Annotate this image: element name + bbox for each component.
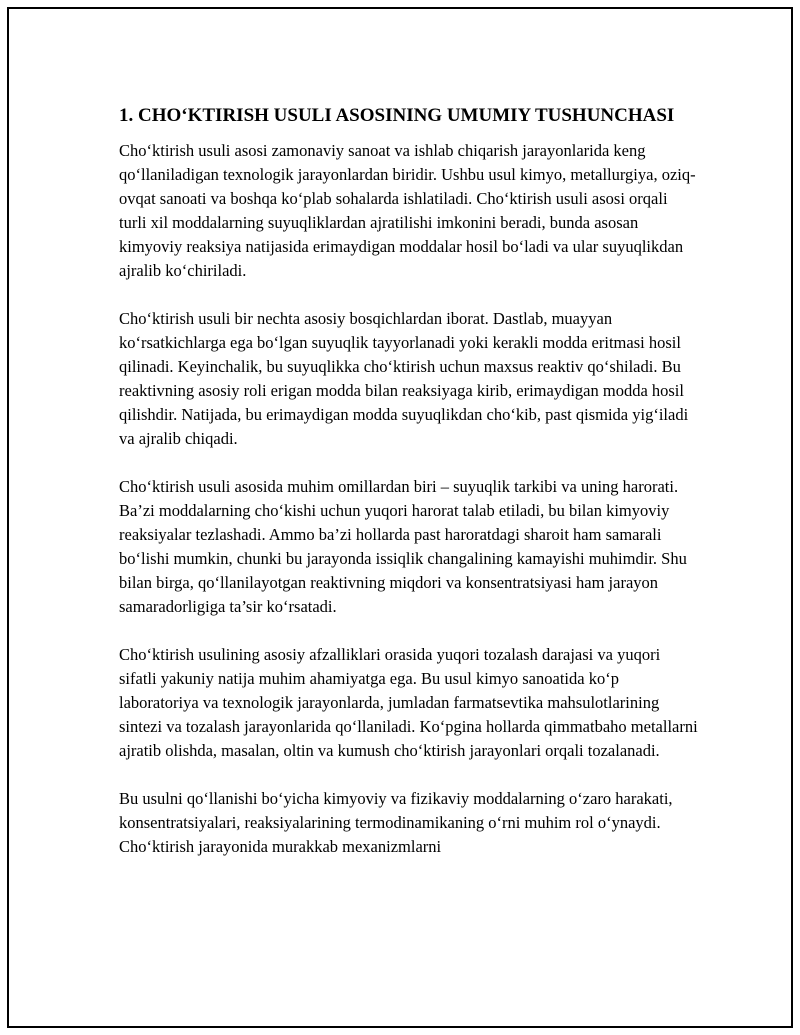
paragraph-5: Bu usulni qo‘llanishi bo‘yicha kimyoviy va fizikaviy moddalarning o‘zaro harakati, konsentratsiyalari, reaksiyalarining termodinamikaning o‘rni muhim rol o‘ynaydi. Cho‘ktirish jarayonida murakkab mexanizmlarni — [119, 789, 673, 856]
paragraph-1: Cho‘ktirish usuli asosi zamonaviy sanoat va ishlab chiqarish jarayonlarida keng qo‘llaniladigan texnologik jarayonlardan biridir. Ushbu usul kimyo, metallurgiya, oziq-ovqat sanoati va boshqa ko‘plab sohalarda ishlatiladi. Cho‘ktirish usuli asosi orqali turli xil moddalarning suyuqliklardan ajratilishi imkonini beradi, bunda asosan kimyoviy reaksiya natijasida erimaydigan moddalar hosil bo‘ladi va ular suyuqlikdan ajralib ko‘chiriladi. — [119, 141, 696, 280]
section-heading: 1. CHO‘KTIRISH USULI ASOSINING UMUMIY TUSHUNCHASI — [119, 105, 675, 126]
paragraph-4: Cho‘ktirish usulining asosiy afzalliklari orasida yuqori tozalash darajasi va yuqori sifatli yakuniy natija muhim ahamiyatga ega. Bu usul kimyo sanoatida ko‘p laboratoriya va texnologik jarayonlarda, jumladan farmatsevtika mahsulotlarining sintezi va tozalash jarayonlarida qo‘llaniladi. Ko‘pgina hollarda qimmatbaho metallarni ajratib olishda, masalan, oltin va kumush cho‘ktirish jarayonlari orqali tozalanadi. — [119, 645, 698, 760]
page-frame — [7, 7, 793, 1028]
document-body — [119, 102, 699, 883]
paragraph-3: Cho‘ktirish usuli asosida muhim omillardan biri – suyuqlik tarkibi va uning harorati. Ba’zi moddalarning cho‘kishi uchun yuqori harorat talab etiladi, bu bilan kimyoviy reaksiyalar tezlashadi. Ammo ba’zi hollarda past haroratdagi sharoit ham samarali bo‘lishi mumkin, chunki bu jarayonda issiqlik changalining kamayishi muhimdir. Shu bilan birga, qo‘llanilayotgan reaktivning miqdori va konsentratsiyasi ham jarayon samaradorligiga ta’sir ko‘rsatadi. — [119, 477, 687, 616]
paragraph-2: Cho‘ktirish usuli bir nechta asosiy bosqichlardan iborat. Dastlab, muayyan ko‘rsatkichlarga ega bo‘lgan suyuqlik tayyorlanadi yoki kerakli modda eritmasi hosil qilinadi. Keyinchalik, bu suyuqlikka cho‘ktirish uchun maxsus reaktiv qo‘shiladi. Bu reaktivning asosiy roli erigan modda bilan reaksiyaga kirib, erimaydigan modda hosil qilishdir. Natijada, bu erimaydigan modda suyuqlikdan cho‘kib, past qismida yig‘iladi va ajralib chiqadi. — [119, 309, 689, 448]
